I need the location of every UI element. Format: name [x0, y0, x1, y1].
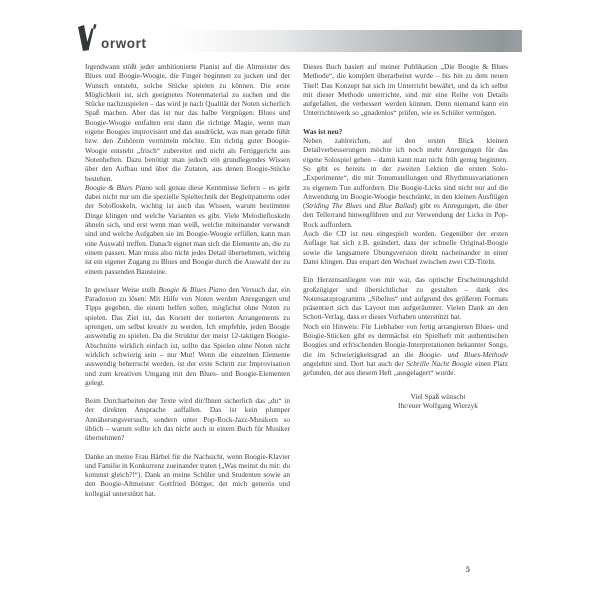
paragraph-paradoxon: In gewisser Weise stellt Boogie & Blues Piano den Versuch dar, ein Paradoxon zu lösen: Mit Hilfe von Noten werden Anregungen und Tipps gegeben, die einem helfen sollen, möglichst ohne Noten zu spielen. Das Ziel ist, das Korsett der notierten Arrangements zu sprengen, um selbst kreativ zu werden. Ich empfehle, jeden Boogie auswendig zu spielen. Da die Struktur der meist 12-taktigen Boogie-Abschnitte wirklich einfach ist, sollte das Spielen ohne Noten nicht wirklich schwierig sein – nur Mut! Wenn die einzelnen Elemente auswendig beherrscht werden, ist der erste Schritt zur Improvisation und zum kreativen Umgang mit den Blues- und Boogie-Elementen gelegt.	[85, 284, 290, 387]
vorwort-logo	[77, 23, 147, 53]
signature-wish: Viel Spaß wünscht	[410, 391, 466, 401]
book-title-italic: Boogie & Blues Piano	[158, 284, 227, 294]
piece-title-italic: Blue Ballad	[378, 201, 415, 211]
paragraph-kenntnisse: Boogie & Blues Piano soll genau diese Kenntnisse liefern – es geht dabei nicht nur um die spezielle Spieltechnik der Begleitpatterns oder der Solofloskeln, wichtig ist auch das Wissen, warum bestimmte Dinge klingen und welche Varianten es gibt. Viele Melodiefloskeln ähneln sich, und erst wenn man weiß, welche miteinander verwandt sind und welche Aufgaben sie im Boogie-Woogie erfüllen, kann man eine Auswahl treffen. Danach eignet man sich die Elemente an, die zu einem passen. Man muss also nicht jedes Detail übernehmen, wichtig ist ein eigener Zugang zu Blues und Boogie durch die Auswahl der zu einem passenden Bausteine.	[85, 182, 290, 276]
book-title-italic: Boogie- und Blues-Methode	[418, 349, 508, 359]
book-title-italic: Boogie & Blues Piano	[85, 182, 153, 192]
signature-block	[368, 392, 508, 411]
paragraph-intro: Irgendwann stößt jeder ambitionierte Pianist auf die Altmeister des Blues und Boogie-Woogie, die Finger beginnen zu jucken und der Wunsch entsteht, solche Stücke spielen zu können. Die erste Möglichkeit ist, sich geeignetes Notenmaterial zu suchen und die Stücke nachzuspielen – das wird je nach Qualität der Noten sicherlich Spaß machen. Aber das ist nur das halbe Vergnügen: Blues und Boogie-Woogie entfalten erst dann die richtige Magie, wenn man eigene Boogies improvisiert und das ausdrückt, was man gerade fühlt bzw. den Zuhörern vermitteln möchte. Ein richtig guter Boogie-Woogie entsteht „frisch“ zubereitet und nicht als Fertiggericht aus Notenheften. Dazu benötigt man jedoch ein grundlegendes Wissen über den Aufbau und über die Zutaten, aus denen Boogie-Stücke bestehen.	[85, 62, 290, 183]
piece-title-italic: Schrille Nacht Boogie	[406, 358, 473, 368]
page-number: 5	[466, 565, 470, 574]
paragraph-layout: Ein Herzensanliegen von mir war, das optische Erscheinungsbild großzügiger und übersichtlicher zu gestalten – dank des Notensatzprogramms „Sibelius“ und aufgrund des größeren Formats präsentiert sich das Layout nun aufgeräumter. Vielen Dank an den Schott-Verlag, dass er dieses Vorhaben unterstützt hat.	[303, 275, 508, 322]
paragraph-ansprache: Beim Durcharbeiten der Texte wird dir/Ihnen sicherlich das „du“ in der direkten Ansprache auffallen. Das ist kein plumper Annäherungsversuch, sondern unter Pop-Rock-Jazz-Musikern so üblich – warum sollte ich das nicht auch in einem Buch für Musiker übernehmen?	[85, 396, 290, 443]
signature-author: Ihr/euer Wolfgang Wierzyk	[398, 400, 478, 410]
page-title: orwort	[101, 36, 147, 51]
paragraph-publikation: Dieses Buch basiert auf meiner Publikation „Die Boogie & Blues Methode“, die komplett überarbeitet wurde – bis hin zu dem neuen Titel! Das Konzept hat sich im Unterricht bewährt, und da ich selbst mit dieser Methode unterrichte, sind mir eine Reihe von Details aufgefallen, die verbessert werden können. Denn niemand kann ein Unterrichtswerk so „gnadenlos“ prüfen, wie es Schüler vermögen.	[303, 62, 508, 118]
paragraph-danksagung: Danke an meine Frau Bärbel für die Nachsicht, wenn Boogie-Klavier und Familie in Konkurrenz zueinander traten („Was meinst du mit: du kommst gleich?!“). Dank an meine Schüler und Studenten sowie an den Boogie-Altmeister Gottfried Böttger, der mich generös und kollegial unterstützt hat.	[85, 451, 290, 498]
paragraph-neuerungen: Neben zahlreichen, auf den ersten Blick kleinen Detailverbesserungen möchte ich noch mehr Anregungen für das eigene Solospiel geben – damit kann man nicht früh genug beginnen. So gibt es bereits in der zweiten Lektion die ersten Solo-„Experimente“, die mit Tonumstellungen und Rhythmusvariationen zu eigenem Tun auffordern. Die Boogie-Licks sind nicht nur auf die Anwendung im Boogie-Woogie beschränkt, in den kleinen Ausflügen (Striding The Blues und Blue Ballad) gibt es Anregungen, die über den Tellerrand hinwegführen und zur Verwendung der Licks in Pop-Rock auffordern.	[303, 136, 508, 229]
calligraphic-v-icon	[77, 23, 98, 53]
paragraph-hinweis: Noch ein Hinweis: Für Liebhaber von fertig arrangierten Blues- und Boogie-Stücken gibt es demnächst ein Spielheft mit authentischen Boogies und erfrischenden Boogie-Interpretationen bekannter Songs, die im Schwierigkeitsgrad an die Boogie- und Blues-Methode angelehnt sind. Dort hat auch der Schrille Nacht Boogie einen Platz gefunden, der aus diesem Heft „ausgelagert“ wurde.	[303, 321, 508, 378]
piece-title-italic: Striding The Blues	[305, 201, 362, 211]
section-heading-was-ist-neu: Was ist neu?	[303, 126, 343, 136]
left-column	[85, 62, 290, 498]
right-column	[303, 62, 508, 410]
paragraph-cd: Auch die CD ist neu eingespielt worden. Gegenüber der ersten Auflage hat sich z.B. geändert, dass der schnelle Original-Boogie sowie die langsamere Übungsversion direkt nacheinander in einer Datei klingen. Das erspart den Wechsel zwischen zwei CD-Titeln.	[303, 229, 508, 266]
